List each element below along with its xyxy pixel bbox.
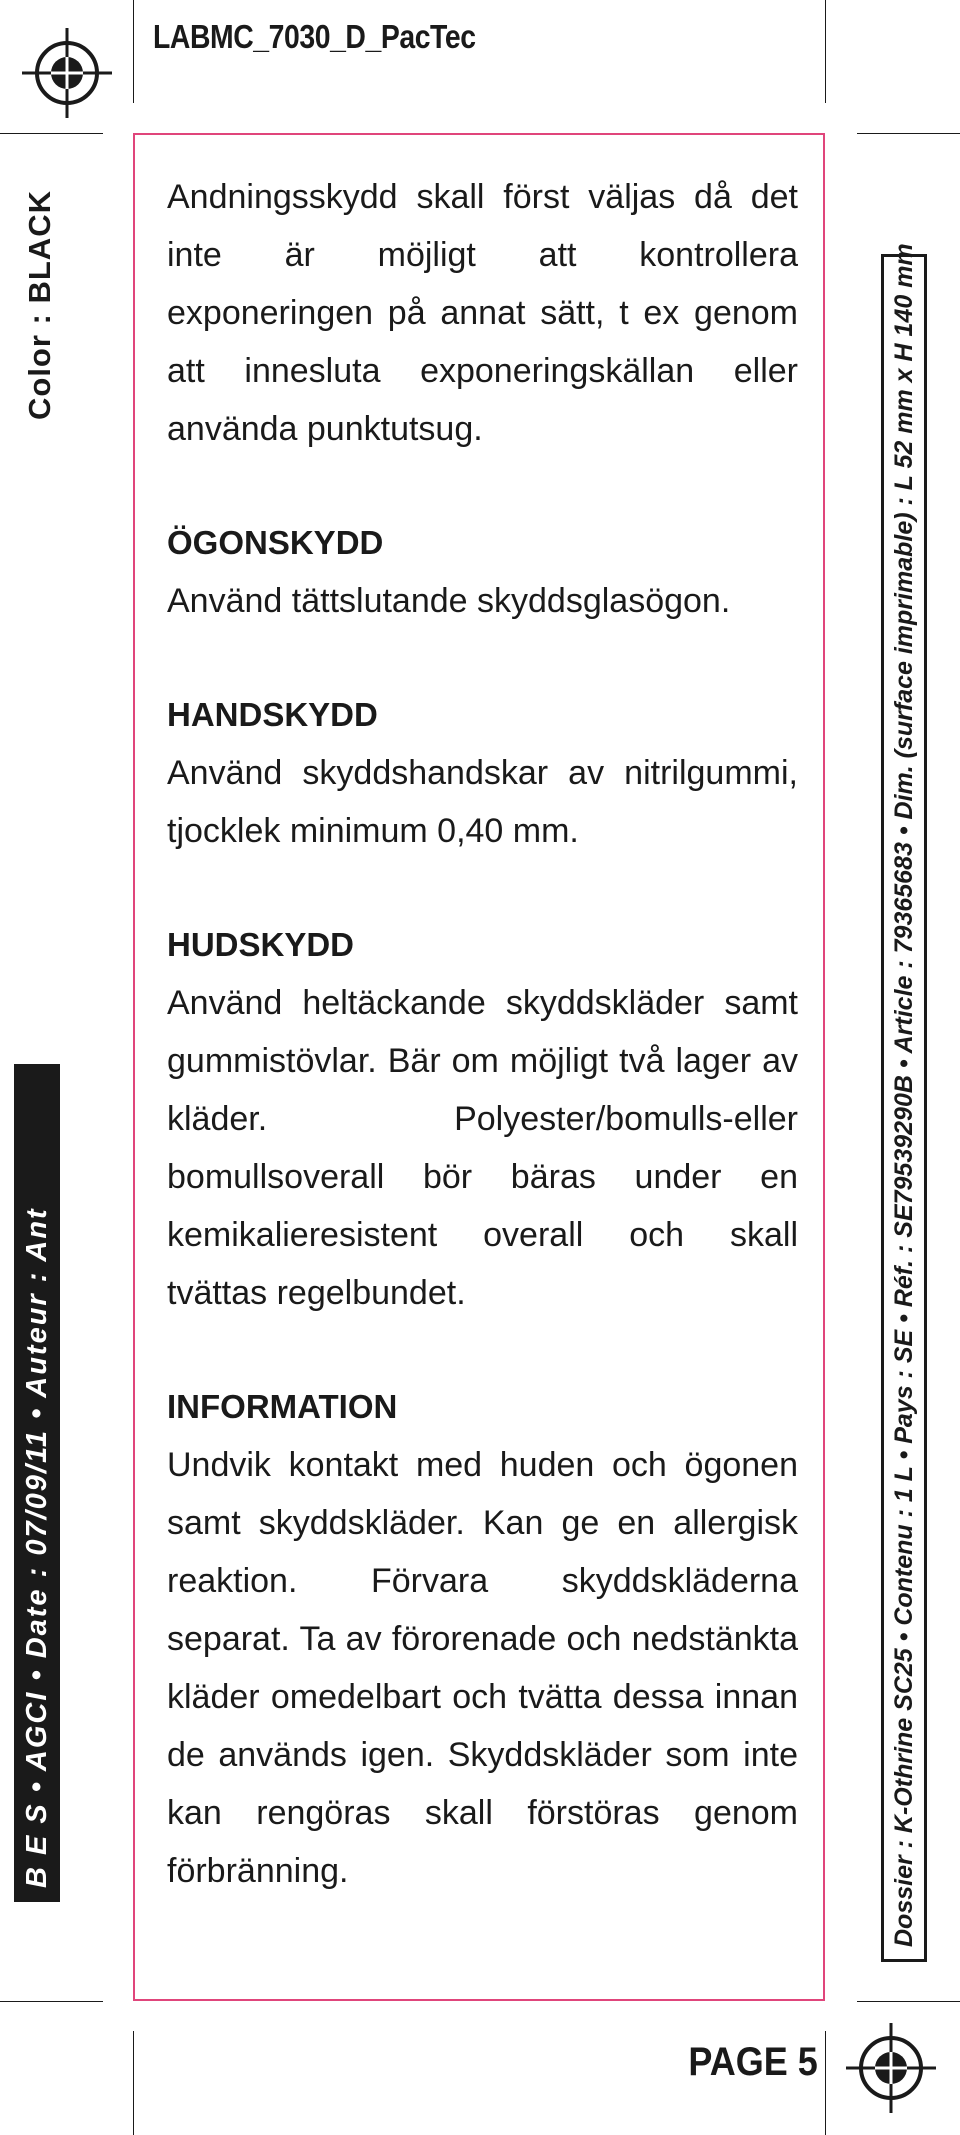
crop-mark	[133, 2031, 134, 2135]
crop-mark	[857, 133, 960, 134]
section-heading: ÖGONSKYDD	[167, 524, 384, 561]
crop-mark	[133, 0, 134, 103]
crop-mark	[825, 2031, 826, 2135]
safety-text	[167, 168, 798, 1900]
registration-mark-icon	[22, 28, 112, 118]
section-heading: HANDSKYDD	[167, 696, 378, 733]
section-body: Använd skyddshandskar av nitrilgummi, tjocklek minimum 0,40 mm.	[167, 754, 798, 850]
page-number: PAGE 5	[688, 2040, 818, 2084]
section-body: Undvik kontakt med huden och ögonen samt skyddskläder. Kan ge en allergisk reaktion. Förvara skyddskläderna separat. Ta av förorenade och nedstänkta kläder omedelbart och tvätta dessa innan de används igen. Skyddskläder som inte kan rengöras skall förstöras genom förbränning.	[167, 1446, 798, 1890]
dossier-info-label: Dossier : K-Othrine SC25 • Contenu : 1 L • Pays : SE • Réf. : SE79539290B • Article : 79365683 • Dim. (surface imprimable) : L 52 mm x H 140 mm	[881, 254, 927, 1962]
section-heading: HUDSKYDD	[167, 926, 355, 963]
crop-mark	[857, 2001, 960, 2002]
section-heading: INFORMATION	[167, 1388, 398, 1425]
crop-mark	[0, 2001, 103, 2002]
section-body: Använd heltäckande skyddskläder samt gummistövlar. Bär om möjligt två lager av kläder. Polyester/bomulls-eller bomullsoverall bör bäras under en kemikalieresistent overall och skall tvättas regelbundet.	[167, 984, 798, 1312]
section-body: Använd tättslutande skyddsglasögon.	[167, 582, 731, 620]
production-label: B E S • AGCI • Date : 07/09/11 • Auteur : Ant	[14, 1064, 60, 1902]
color-label: Color : BLACK	[22, 190, 57, 420]
job-code: LABMC_7030_D_PacTec	[153, 18, 476, 55]
intro-paragraph: Andningsskydd skall först väljas då det inte är möjligt att kontrollera exponeringen på annat sätt, t ex genom att innesluta exponeringskällan eller använda punktutsug.	[167, 178, 798, 448]
registration-mark-icon	[846, 2023, 936, 2113]
crop-mark	[825, 0, 826, 103]
crop-mark	[0, 133, 103, 134]
